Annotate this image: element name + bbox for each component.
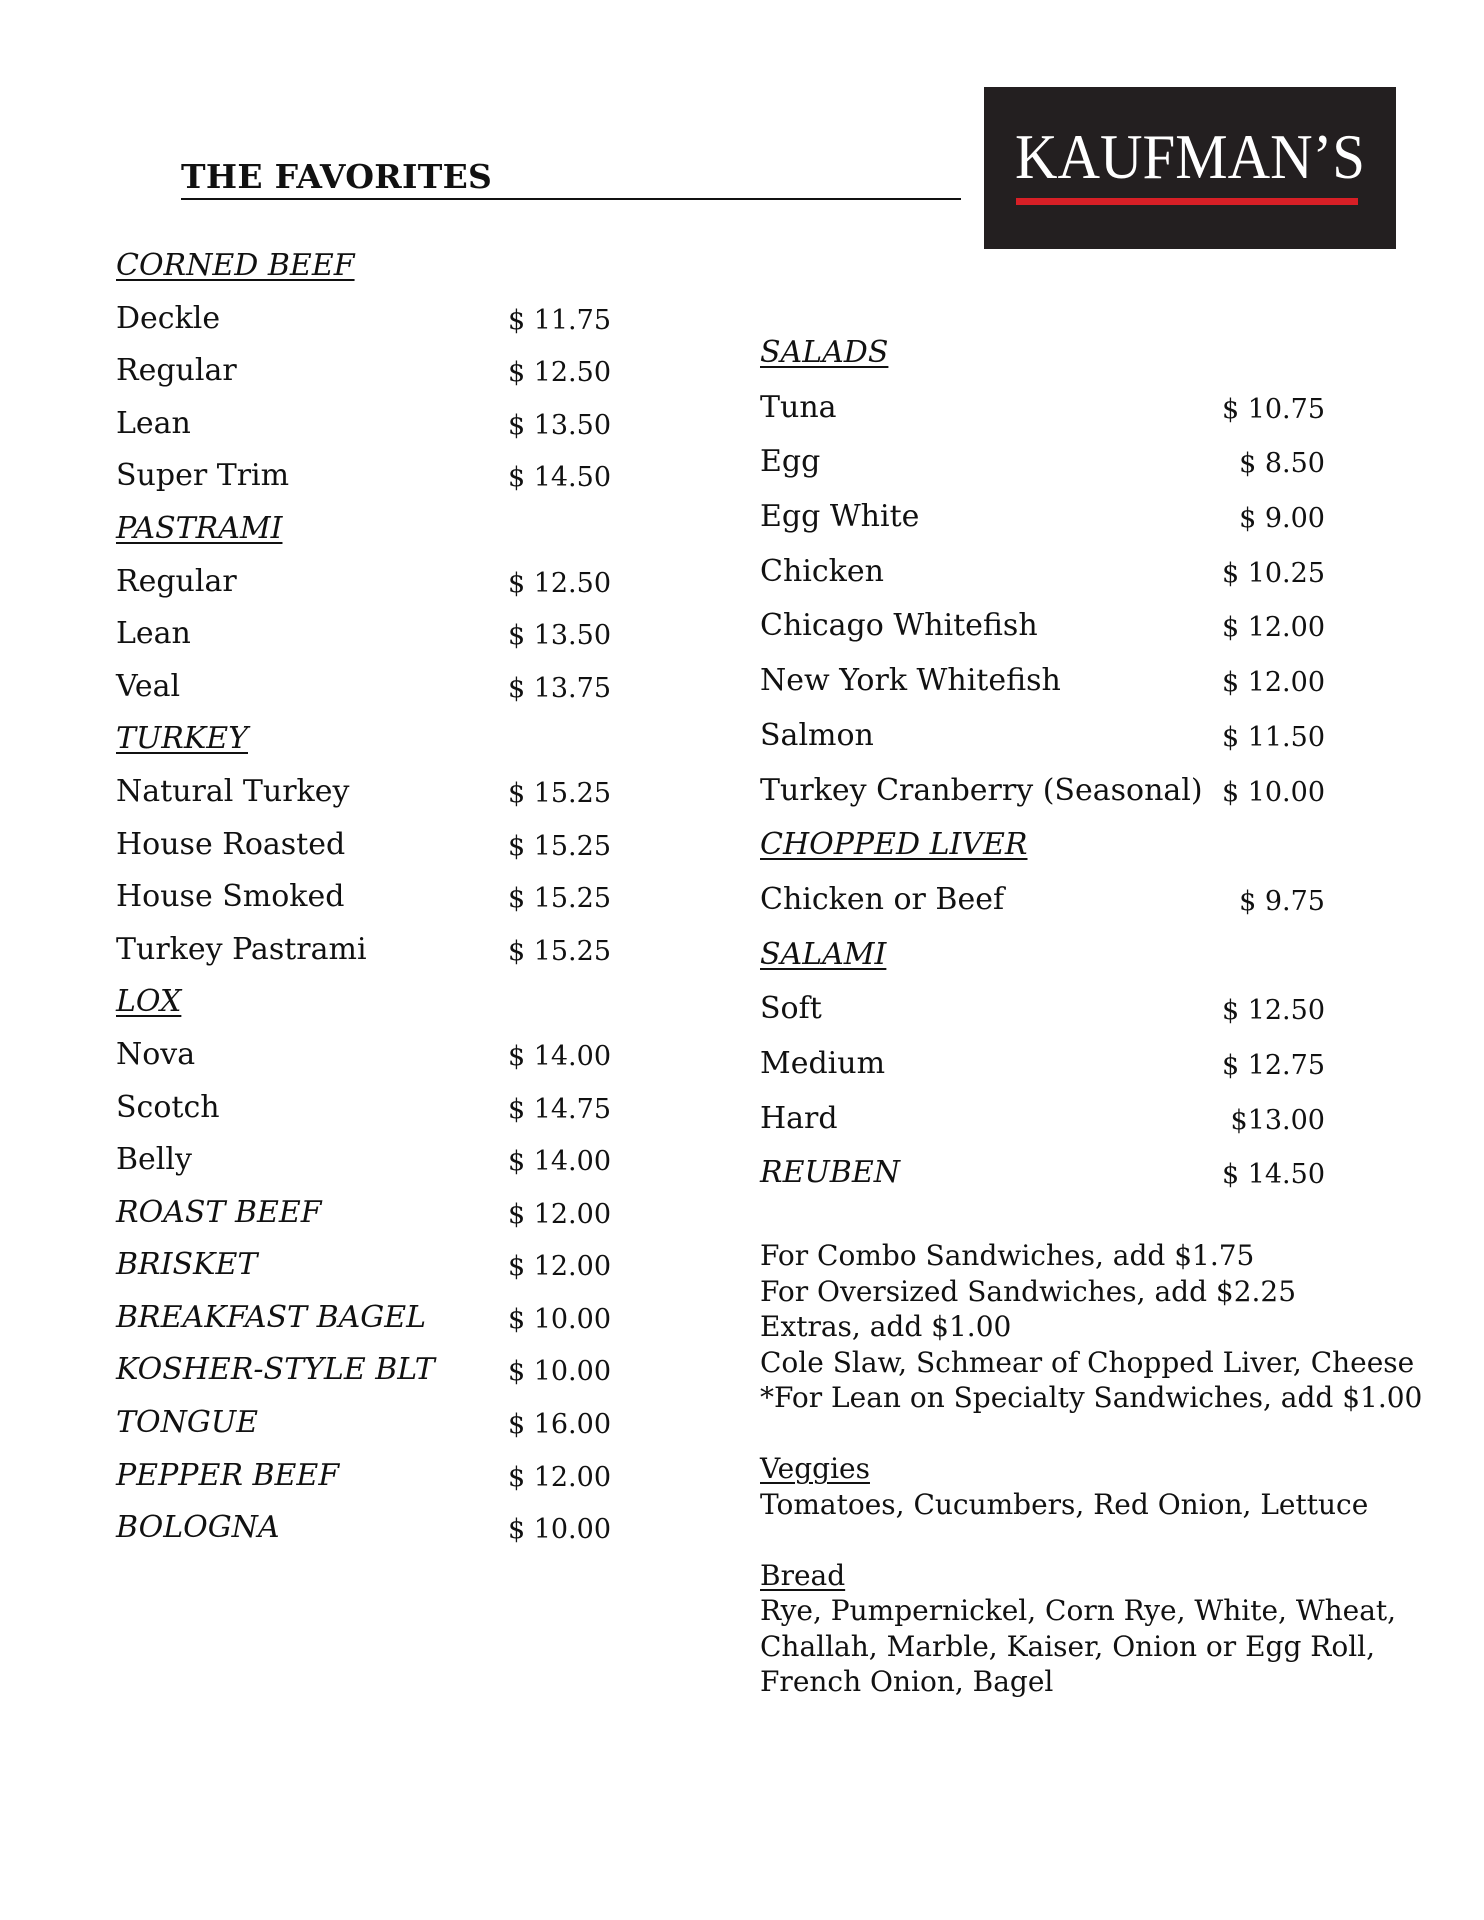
- category-label: TURKEY: [116, 721, 248, 757]
- item-price: $ 10.00: [507, 1514, 611, 1546]
- menu-item-row: [760, 442, 1325, 497]
- item-price: $ 12.00: [1221, 667, 1325, 699]
- item-name: Deckle: [116, 300, 221, 336]
- note-extras-list: Cole Slaw, Schmear of Chopped Liver, Cheese: [760, 1345, 1415, 1379]
- menu-category-header: [116, 982, 611, 1035]
- item-price: $ 14.50: [507, 462, 611, 494]
- item-name: BRISKET: [116, 1247, 258, 1283]
- veggies-heading: Veggies: [760, 1452, 870, 1485]
- item-name: Egg: [760, 444, 821, 480]
- item-name: Soft: [760, 991, 822, 1027]
- item-price: $ 10.00: [507, 1303, 611, 1335]
- page-title: THE FAVORITES: [181, 158, 961, 200]
- category-label: LOX: [116, 984, 182, 1020]
- menu-item-row: [116, 1088, 611, 1141]
- item-name: Turkey Pastrami: [116, 931, 367, 967]
- item-price: $ 10.00: [507, 1356, 611, 1388]
- menu-category-header: [760, 935, 1325, 990]
- item-name: Veal: [116, 668, 181, 704]
- item-name: Lean: [116, 616, 191, 652]
- item-price: $ 10.75: [1221, 393, 1325, 425]
- item-price: $13.00: [1230, 1104, 1325, 1136]
- item-price: $ 12.50: [1221, 995, 1325, 1027]
- kaufmans-logo: [984, 87, 1396, 249]
- item-price: $ 16.00: [507, 1409, 611, 1441]
- note-oversized: For Oversized Sandwiches, add $2.25: [760, 1274, 1297, 1308]
- spacer: [760, 1416, 1360, 1452]
- bread-list-line-3: French Onion, Bagel: [760, 1665, 1054, 1698]
- item-price: $ 12.00: [507, 1251, 611, 1283]
- item-price: $ 13.75: [507, 672, 611, 704]
- menu-item-row: [116, 1245, 611, 1298]
- item-price: $ 14.00: [507, 1040, 611, 1072]
- menu-item-row: [760, 880, 1325, 935]
- menu-item-row: [116, 1508, 611, 1561]
- menu-item-row: [116, 772, 611, 825]
- menu-item-row: [116, 1140, 611, 1193]
- menu-item-row: [760, 1153, 1325, 1208]
- menu-item-row: [116, 1456, 611, 1509]
- item-price: $ 11.50: [1221, 721, 1325, 753]
- note-combo: For Combo Sandwiches, add $1.75: [760, 1239, 1255, 1272]
- menu-item-row: [760, 388, 1325, 443]
- category-label: PASTRAMI: [116, 510, 283, 546]
- item-price: $ 10.00: [1221, 776, 1325, 808]
- item-name: PEPPER BEEF: [116, 1457, 340, 1493]
- item-name: TONGUE: [116, 1405, 259, 1441]
- menu-category-header: [760, 825, 1325, 880]
- menu-item-row: [760, 771, 1325, 826]
- menu-item-row: [116, 614, 611, 667]
- menu-item-row: [116, 667, 611, 720]
- item-name: Egg White: [760, 499, 920, 535]
- bread-heading: Bread: [760, 1558, 846, 1592]
- item-name: Tuna: [760, 389, 837, 425]
- menu-item-row: [116, 930, 611, 983]
- menu-item-row: [116, 877, 611, 930]
- item-price: $ 15.25: [507, 830, 611, 862]
- item-name: New York Whitefish: [760, 663, 1061, 699]
- menu-category-header: [116, 509, 611, 562]
- item-name: Regular: [116, 353, 237, 389]
- menu-item-row: [116, 404, 611, 457]
- item-name: BOLOGNA: [116, 1510, 280, 1546]
- item-name: House Roasted: [116, 826, 346, 862]
- item-name: Hard: [760, 1100, 838, 1136]
- menu-item-row: [116, 351, 611, 404]
- item-name: Salmon: [760, 717, 874, 753]
- item-price: $ 15.25: [507, 883, 611, 915]
- menu-item-row: [760, 1044, 1325, 1099]
- item-name: KOSHER-STYLE BLT: [116, 1352, 435, 1388]
- menu-item-row: [116, 825, 611, 878]
- menu-item-row: [760, 661, 1325, 716]
- item-name: Nova: [116, 1036, 196, 1072]
- menu-category-header: [760, 333, 1325, 388]
- item-price: $ 12.00: [507, 1461, 611, 1493]
- menu-item-row: [760, 497, 1325, 552]
- item-price: $ 14.50: [1221, 1159, 1325, 1191]
- item-name: Scotch: [116, 1089, 220, 1125]
- menu-category-header: [116, 246, 611, 299]
- menu-item-row: [760, 606, 1325, 661]
- item-price: $ 11.75: [507, 304, 611, 336]
- item-name: Medium: [760, 1045, 886, 1081]
- item-price: $ 12.00: [507, 1198, 611, 1230]
- item-name: Chicago Whitefish: [760, 608, 1038, 644]
- item-name: Turkey Cranberry (Seasonal): [760, 772, 1203, 808]
- veggies-list: Tomatoes, Cucumbers, Red Onion, Lettuce: [760, 1487, 1369, 1521]
- item-name: Belly: [116, 1142, 192, 1178]
- bread-list-line-1: Rye, Pumpernickel, Corn Rye, White, Wheat,: [760, 1594, 1397, 1627]
- item-price: $ 14.75: [507, 1093, 611, 1125]
- category-label: CORNED BEEF: [116, 248, 355, 283]
- category-label: SALADS: [760, 335, 889, 370]
- menu-right-column: [760, 333, 1325, 1208]
- item-price: $ 12.75: [1221, 1049, 1325, 1081]
- note-lean: *For Lean on Specialty Sandwiches, add $1.00: [760, 1381, 1423, 1414]
- menu-item-row: [116, 1403, 611, 1456]
- item-name: REUBEN: [760, 1155, 900, 1191]
- item-name: Chicken: [760, 553, 884, 589]
- item-price: $ 15.25: [507, 935, 611, 967]
- note-extras: Extras, add $1.00: [760, 1310, 1012, 1343]
- logo-red-rule: [1016, 198, 1358, 205]
- item-price: $ 13.50: [507, 620, 611, 652]
- item-price: $ 10.25: [1221, 557, 1325, 589]
- spacer: [760, 1522, 1360, 1558]
- item-price: $ 12.50: [507, 357, 611, 389]
- menu-item-row: [760, 1099, 1325, 1154]
- item-name: Natural Turkey: [116, 773, 350, 809]
- menu-item-row: [116, 299, 611, 352]
- item-price: $ 15.25: [507, 777, 611, 809]
- item-name: Super Trim: [116, 458, 290, 494]
- menu-left-column: [116, 246, 611, 1561]
- bread-list-line-2: Challah, Marble, Kaiser, Onion or Egg Roll,: [760, 1629, 1376, 1663]
- menu-item-row: [760, 716, 1325, 771]
- menu-item-row: [116, 456, 611, 509]
- menu-item-row: [116, 1035, 611, 1088]
- item-name: Regular: [116, 563, 237, 599]
- menu-item-row: [116, 1193, 611, 1246]
- item-price: $ 9.75: [1239, 885, 1325, 917]
- item-price: $ 8.50: [1239, 448, 1325, 480]
- item-name: Lean: [116, 405, 191, 441]
- item-price: $ 12.00: [1221, 612, 1325, 644]
- category-label: CHOPPED LIVER: [760, 827, 1028, 863]
- menu-item-row: [116, 562, 611, 615]
- item-name: House Smoked: [116, 879, 345, 915]
- menu-item-row: [116, 1350, 611, 1403]
- category-label: SALAMI: [760, 936, 887, 972]
- item-name: ROAST BEEF: [116, 1194, 322, 1230]
- menu-item-row: [760, 989, 1325, 1044]
- menu-item-row: [760, 552, 1325, 607]
- item-price: $ 12.50: [507, 567, 611, 599]
- item-name: Chicken or Beef: [760, 881, 1005, 917]
- logo-text: KAUFMAN’S: [1014, 121, 1366, 192]
- item-price: $ 9.00: [1239, 503, 1325, 535]
- menu-notes: [760, 1238, 1423, 1700]
- item-price: $ 13.50: [507, 409, 611, 441]
- item-price: $ 14.00: [507, 1146, 611, 1178]
- item-name: BREAKFAST BAGEL: [116, 1299, 427, 1335]
- menu-category-header: [116, 719, 611, 772]
- menu-item-row: [116, 1298, 611, 1351]
